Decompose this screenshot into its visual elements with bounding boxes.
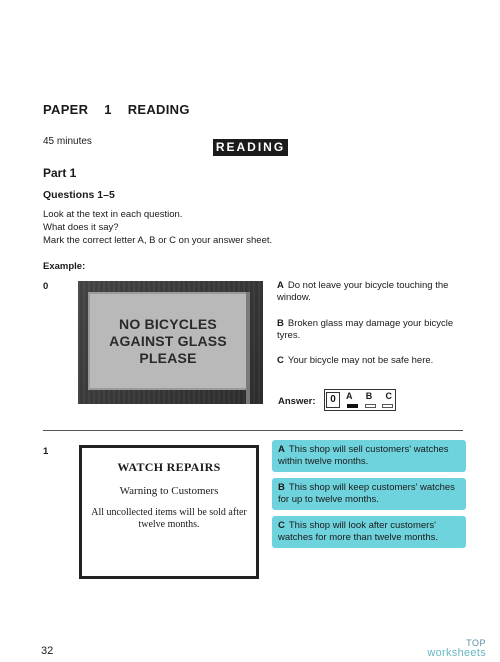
bicycle-sign bbox=[88, 292, 248, 390]
answer-marks bbox=[347, 404, 393, 408]
example-option-a: A Do not leave your bicycle touching the window. bbox=[277, 280, 449, 303]
answer-label: Answer: bbox=[278, 396, 316, 407]
answer-mark-a[interactable] bbox=[347, 404, 358, 408]
sign-post bbox=[246, 292, 250, 404]
reading-badge: READING bbox=[213, 139, 288, 156]
question-1-option-c[interactable]: C This shop will look after customers' watches for more than twelve months. bbox=[272, 516, 466, 548]
instruction-line-3: Mark the correct letter A, B or C on your answer sheet. bbox=[43, 235, 273, 246]
question-1-option-b[interactable]: B This shop will keep customers' watches for up to twelve months. bbox=[272, 478, 466, 510]
part-title: Part 1 bbox=[43, 166, 77, 180]
sign-line-2: AGAINST GLASS bbox=[109, 332, 227, 349]
section-divider bbox=[43, 430, 463, 431]
answer-letters bbox=[346, 391, 392, 401]
option-text: Broken glass may damage your bicycle tyres. bbox=[277, 318, 454, 341]
answer-mark-c[interactable] bbox=[382, 404, 393, 408]
answer-letter-c: C bbox=[385, 391, 392, 401]
option-text: Your bicycle may not be safe here. bbox=[287, 355, 434, 366]
notice-body: All uncollected items will be sold after twelve months. bbox=[91, 507, 247, 530]
paper-title bbox=[43, 102, 190, 117]
example-option-c: C Your bicycle may not be safe here. bbox=[277, 355, 434, 366]
option-text: Do not leave your bicycle touching the window. bbox=[277, 280, 449, 303]
questions-range: Questions 1–5 bbox=[43, 189, 115, 201]
question-1-option-a[interactable]: A This shop will sell customers' watches within twelve months. bbox=[272, 440, 466, 472]
paper-subject: READING bbox=[127, 102, 190, 117]
notice-subtitle: Warning to Customers bbox=[119, 485, 219, 497]
notice-title: WATCH REPAIRS bbox=[117, 460, 221, 474]
sign-line-1: NO BICYCLES bbox=[119, 315, 217, 332]
brand-top: TOP bbox=[466, 638, 486, 648]
instruction-line-1: Look at the text in each question. bbox=[43, 209, 183, 220]
option-text: This shop will keep customers' watches for up to twelve months. bbox=[278, 482, 455, 505]
brand-bottom: worksheets bbox=[427, 647, 486, 659]
watch-repairs-notice bbox=[79, 445, 259, 579]
page-number: 32 bbox=[41, 645, 54, 657]
example-option-b: B Broken glass may damage your bicycle tyres. bbox=[277, 318, 454, 341]
paper-number: PAPER 1 bbox=[43, 102, 112, 117]
answer-number: 0 bbox=[326, 392, 340, 408]
duration-text: 45 minutes bbox=[43, 136, 92, 147]
question-1-number: 1 bbox=[43, 446, 49, 457]
sign-line-3: PLEASE bbox=[139, 349, 197, 366]
answer-mark-b[interactable] bbox=[365, 404, 376, 408]
option-text: This shop will sell customers' watches within twelve months. bbox=[278, 444, 449, 467]
option-text: This shop will look after customers' watches for more than twelve months. bbox=[278, 520, 438, 543]
example-label: Example: bbox=[43, 261, 86, 272]
brand-logo bbox=[427, 638, 486, 658]
instruction-line-2: What does it say? bbox=[43, 222, 119, 233]
answer-letter-b: B bbox=[365, 391, 373, 401]
example-number: 0 bbox=[43, 281, 49, 292]
answer-letter-a: A bbox=[346, 391, 353, 401]
